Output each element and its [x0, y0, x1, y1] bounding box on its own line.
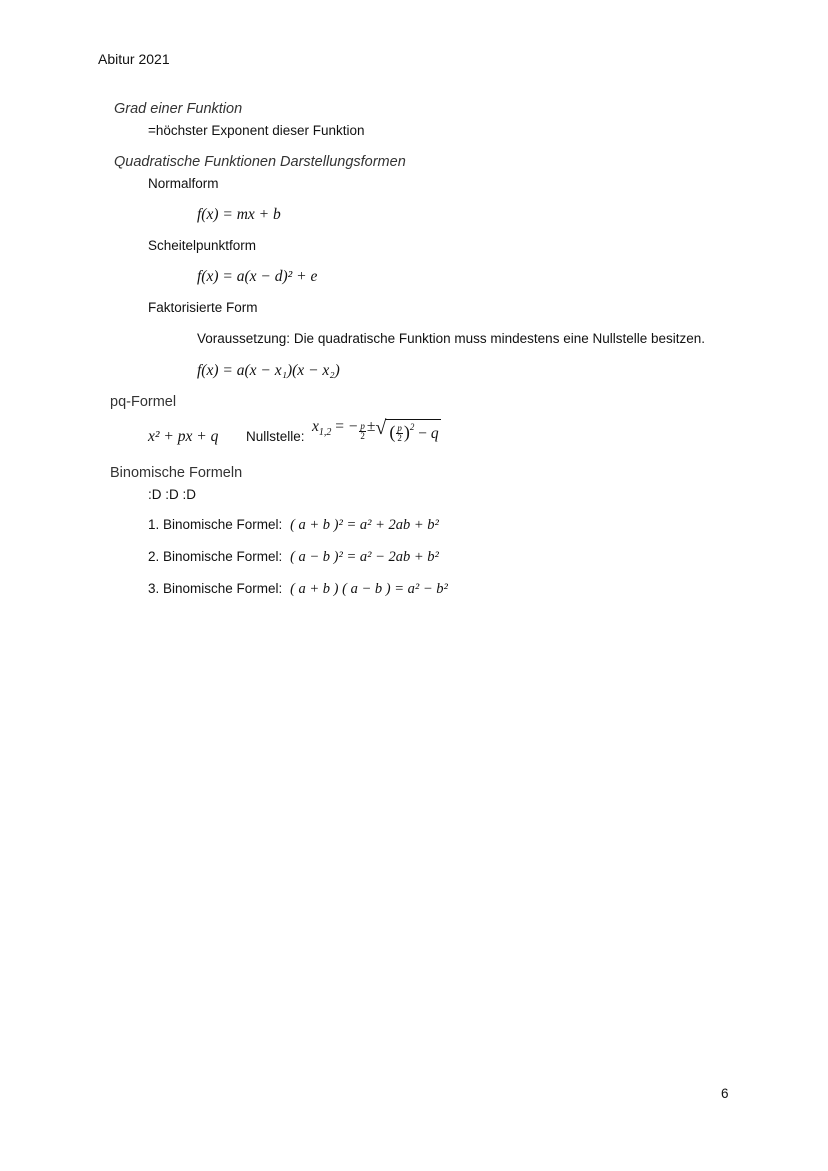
grad-definition: =höchster Exponent dieser Funktion	[148, 123, 365, 138]
faktorisierte-form-label: Faktorisierte Form	[148, 300, 258, 315]
binomial-expression: ( a − b )² = a² − 2ab + b²	[290, 549, 439, 565]
binomial-label: 2. Binomische Formel:	[148, 549, 283, 564]
nullstelle-label: Nullstelle:	[246, 429, 305, 444]
normalform-label: Normalform	[148, 176, 219, 191]
normalform-formula: f(x) = mx + b	[197, 206, 281, 223]
scheitelpunktform-label: Scheitelpunktform	[148, 238, 257, 253]
binomial-formula-3	[148, 581, 448, 598]
binomial-formula-1	[148, 517, 439, 534]
binomial-label: 1. Binomische Formel:	[148, 517, 283, 532]
binomial-expression: ( a + b )² = a² + 2ab + b²	[290, 517, 439, 533]
square-root-symbol: √ ( $\frac{p}{2}$ )$^2$ − q	[375, 416, 439, 444]
smileys-text: :D :D :D	[148, 487, 197, 502]
fraction-p-over-2: $\frac{p}{2}$	[360, 420, 365, 441]
nullstelle-formula: $x_{1,2}$ = − $\frac{p}{2}$ ± √ ( $\frac{p}{2}$ )$^2$ − q	[312, 416, 439, 444]
page-number: 6	[721, 1086, 729, 1101]
grad-heading: Grad einer Funktion	[114, 101, 243, 117]
faktorisierte-form-note: Voraussetzung: Die quadratische Funktion muss mindestens eine Nullstelle besitzen.	[197, 331, 706, 346]
binomial-formula-2	[148, 549, 439, 566]
binomial-heading: Binomische Formeln	[110, 465, 243, 481]
faktorisierte-form-formula: f(x) = a(x − x₁)(x − x₂)	[197, 362, 340, 379]
quadratic-heading: Quadratische Funktionen Darstellungsformen	[114, 154, 406, 170]
scheitelpunktform-formula: f(x) = a(x − d)² + e	[197, 268, 318, 285]
binomial-expression: ( a + b ) ( a − b ) = a² − b²	[290, 581, 448, 597]
pq-heading: pq-Formel	[110, 394, 177, 410]
pq-equation: x² + px + q	[148, 428, 219, 445]
binomial-label: 3. Binomische Formel:	[148, 581, 283, 596]
document-header: Abitur 2021	[98, 51, 170, 67]
